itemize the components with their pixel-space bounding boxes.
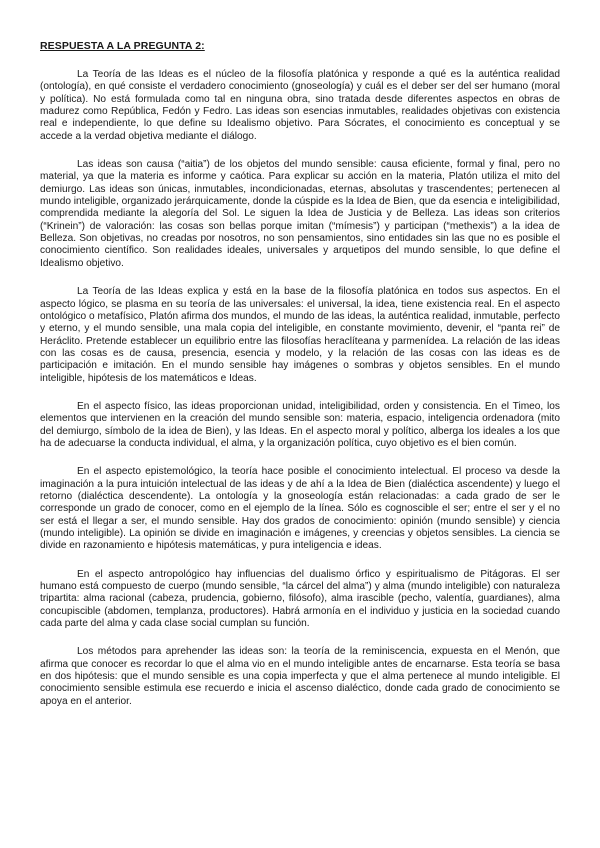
paragraph-logical-ontological: La Teoría de las Ideas explica y está en la base de la filosofía platónica en todos sus aspectos. En el aspecto lógico, se plasma en su teoría de las universales: el universal, la idea, tiene existencia real. En el aspecto ontológico o metafísico, Platón afirma dos mundos, el mundo de las ideas, la auténtica realidad, inmutable, perfecto y eterno, y el mundo sensible, una mala copia del inteligible, en constante movimiento, devenir, el “panta rei” de Heráclito. Pretende establecer un equilibrio entre las filosofías heraclíteana y parmenídea. La relación de las ideas con las cosas es de causa, presencia, esencia y modelo, y la relación de las cosas con las ideas es de participación e imitación. En el mundo sensible hay imágenes o sombras y objetos sensibles. En el mundo inteligible, hipótesis de los matemáticos e Ideas. <box>40 286 560 384</box>
paragraph-ideas-as-cause: Las ideas son causa (“aitia”) de los objetos del mundo sensible: causa eficiente, formal y final, pero no material, ya que la materia es informe y caótica. Para explicar su acción en la materia, Platón utiliza el mito del demiurgo. Las ideas son únicas, inmutables, incondicionadas, eternas, absolutas y trascendentes; pertenecen al mundo inteligible, organizado jerárquicamente, donde la cúspide es la Idea de Bien, que da esencia e inteligibilidad, comprendida mediante la alegoría del Sol. Le siguen la Idea de Justicia y de Belleza. Las ideas son criterios (“Krinein”) de valoración: las cosas son bellas porque imitan (“mímesis”) y participan (“methexis”) a la idea de Belleza. Son objetivas, no creadas por nosotros, no son pensamientos, sino entidades sin las que no es posible el conocimiento científico. Son realidades ideales, universales y arquetipos del mundo sensible, lo que define el Idealismo objetivo. <box>40 159 560 269</box>
paragraph-anthropological: En el aspecto antropológico hay influencias del dualismo órfico y espiritualismo de Pitágoras. El ser humano está compuesto de cuerpo (mundo sensible, “la cárcel del alma”) y alma (mundo inteligible) con naturaleza tripartita: alma racional (cabeza, prudencia, gobierno, filósofo), alma irascible (pecho, valentía, guardianes), alma concupiscible (abdomen, templanza, productores). Habrá armonía en el individuo y justicia en la sociedad cuando cada parte del alma y cada clase social cumplan su función. <box>40 568 560 630</box>
document-page <box>40 40 560 724</box>
paragraph-methods: Los métodos para aprehender las ideas son: la teoría de la reminiscencia, expuesta en el Menón, que afirma que conocer es recordar lo que el alma vio en el mundo inteligible antes de encarnarse. Esta teoría se basa en dos hipótesis: que el mundo sensible es una copia imperfecta y que el alma pertenece al mundo inteligible. El conocimiento sensible estimula ese recuerdo e inicia el ascenso dialéctico, donde cada grado de conocimiento se apoya en el anterior. <box>40 646 560 707</box>
paragraph-epistemological: En el aspecto epistemológico, la teoría hace posible el conocimiento intelectual. El proceso va desde la imaginación a la pura intuición intelectual de las ideas y de ahí a la Idea de Bien (dialéctica ascendente) y luego el retorno (dialéctica descendente). La ontología y la gnoseología están relacionadas: a cada grado de ser le corresponde un grado de conocer, como en el ejemplo de la línea. Sólo es cognoscible el ser; entre el ser y el no ser está el llegar a ser, el mundo sensible. Hay dos grados de conocimiento: opinión (mundo sensible) y ciencia (mundo inteligible). La opinión se divide en imaginación e imágenes, y creencias y objetos sensibles. La ciencia se divide en razonamiento e hipótesis matemáticas, y pura inteligencia e ideas. <box>40 466 560 552</box>
paragraph-introduction: La Teoría de las Ideas es el núcleo de la filosofía platónica y responde a qué es la auténtica realidad (ontología), en qué consiste el verdadero conocimiento (gnoseología) y cuál es el deber ser del ser humano (moral y política). No está formulada como tal en ninguna obra, sino tratada desde diferentes aspectos en obras de madurez como República, Fedón y Fedro. Las ideas son esencias inmutables, realidades objetivas con existencia real e independiente, lo que define su Idealismo objetivo. Para Sócrates, el conocimiento es conceptual y se accede a la verdad objetiva mediante el diálogo. <box>40 69 560 142</box>
answer-heading: RESPUESTA A LA PREGUNTA 2: <box>40 40 205 52</box>
paragraph-physical-moral: En el aspecto físico, las ideas proporcionan unidad, inteligibilidad, orden y consistencia. En el Timeo, los elementos que intervienen en la creación del mundo sensible son: materia, espacio, inteligencia ordenadora (mito del demiurgo, símbolo de la idea de Bien), y las Ideas. En el aspecto moral y político, alberga los ideales a los que ha de adecuarse la conducta individual, el alma, y la organización política, cuyo objetivo es el bien común. <box>40 400 560 449</box>
